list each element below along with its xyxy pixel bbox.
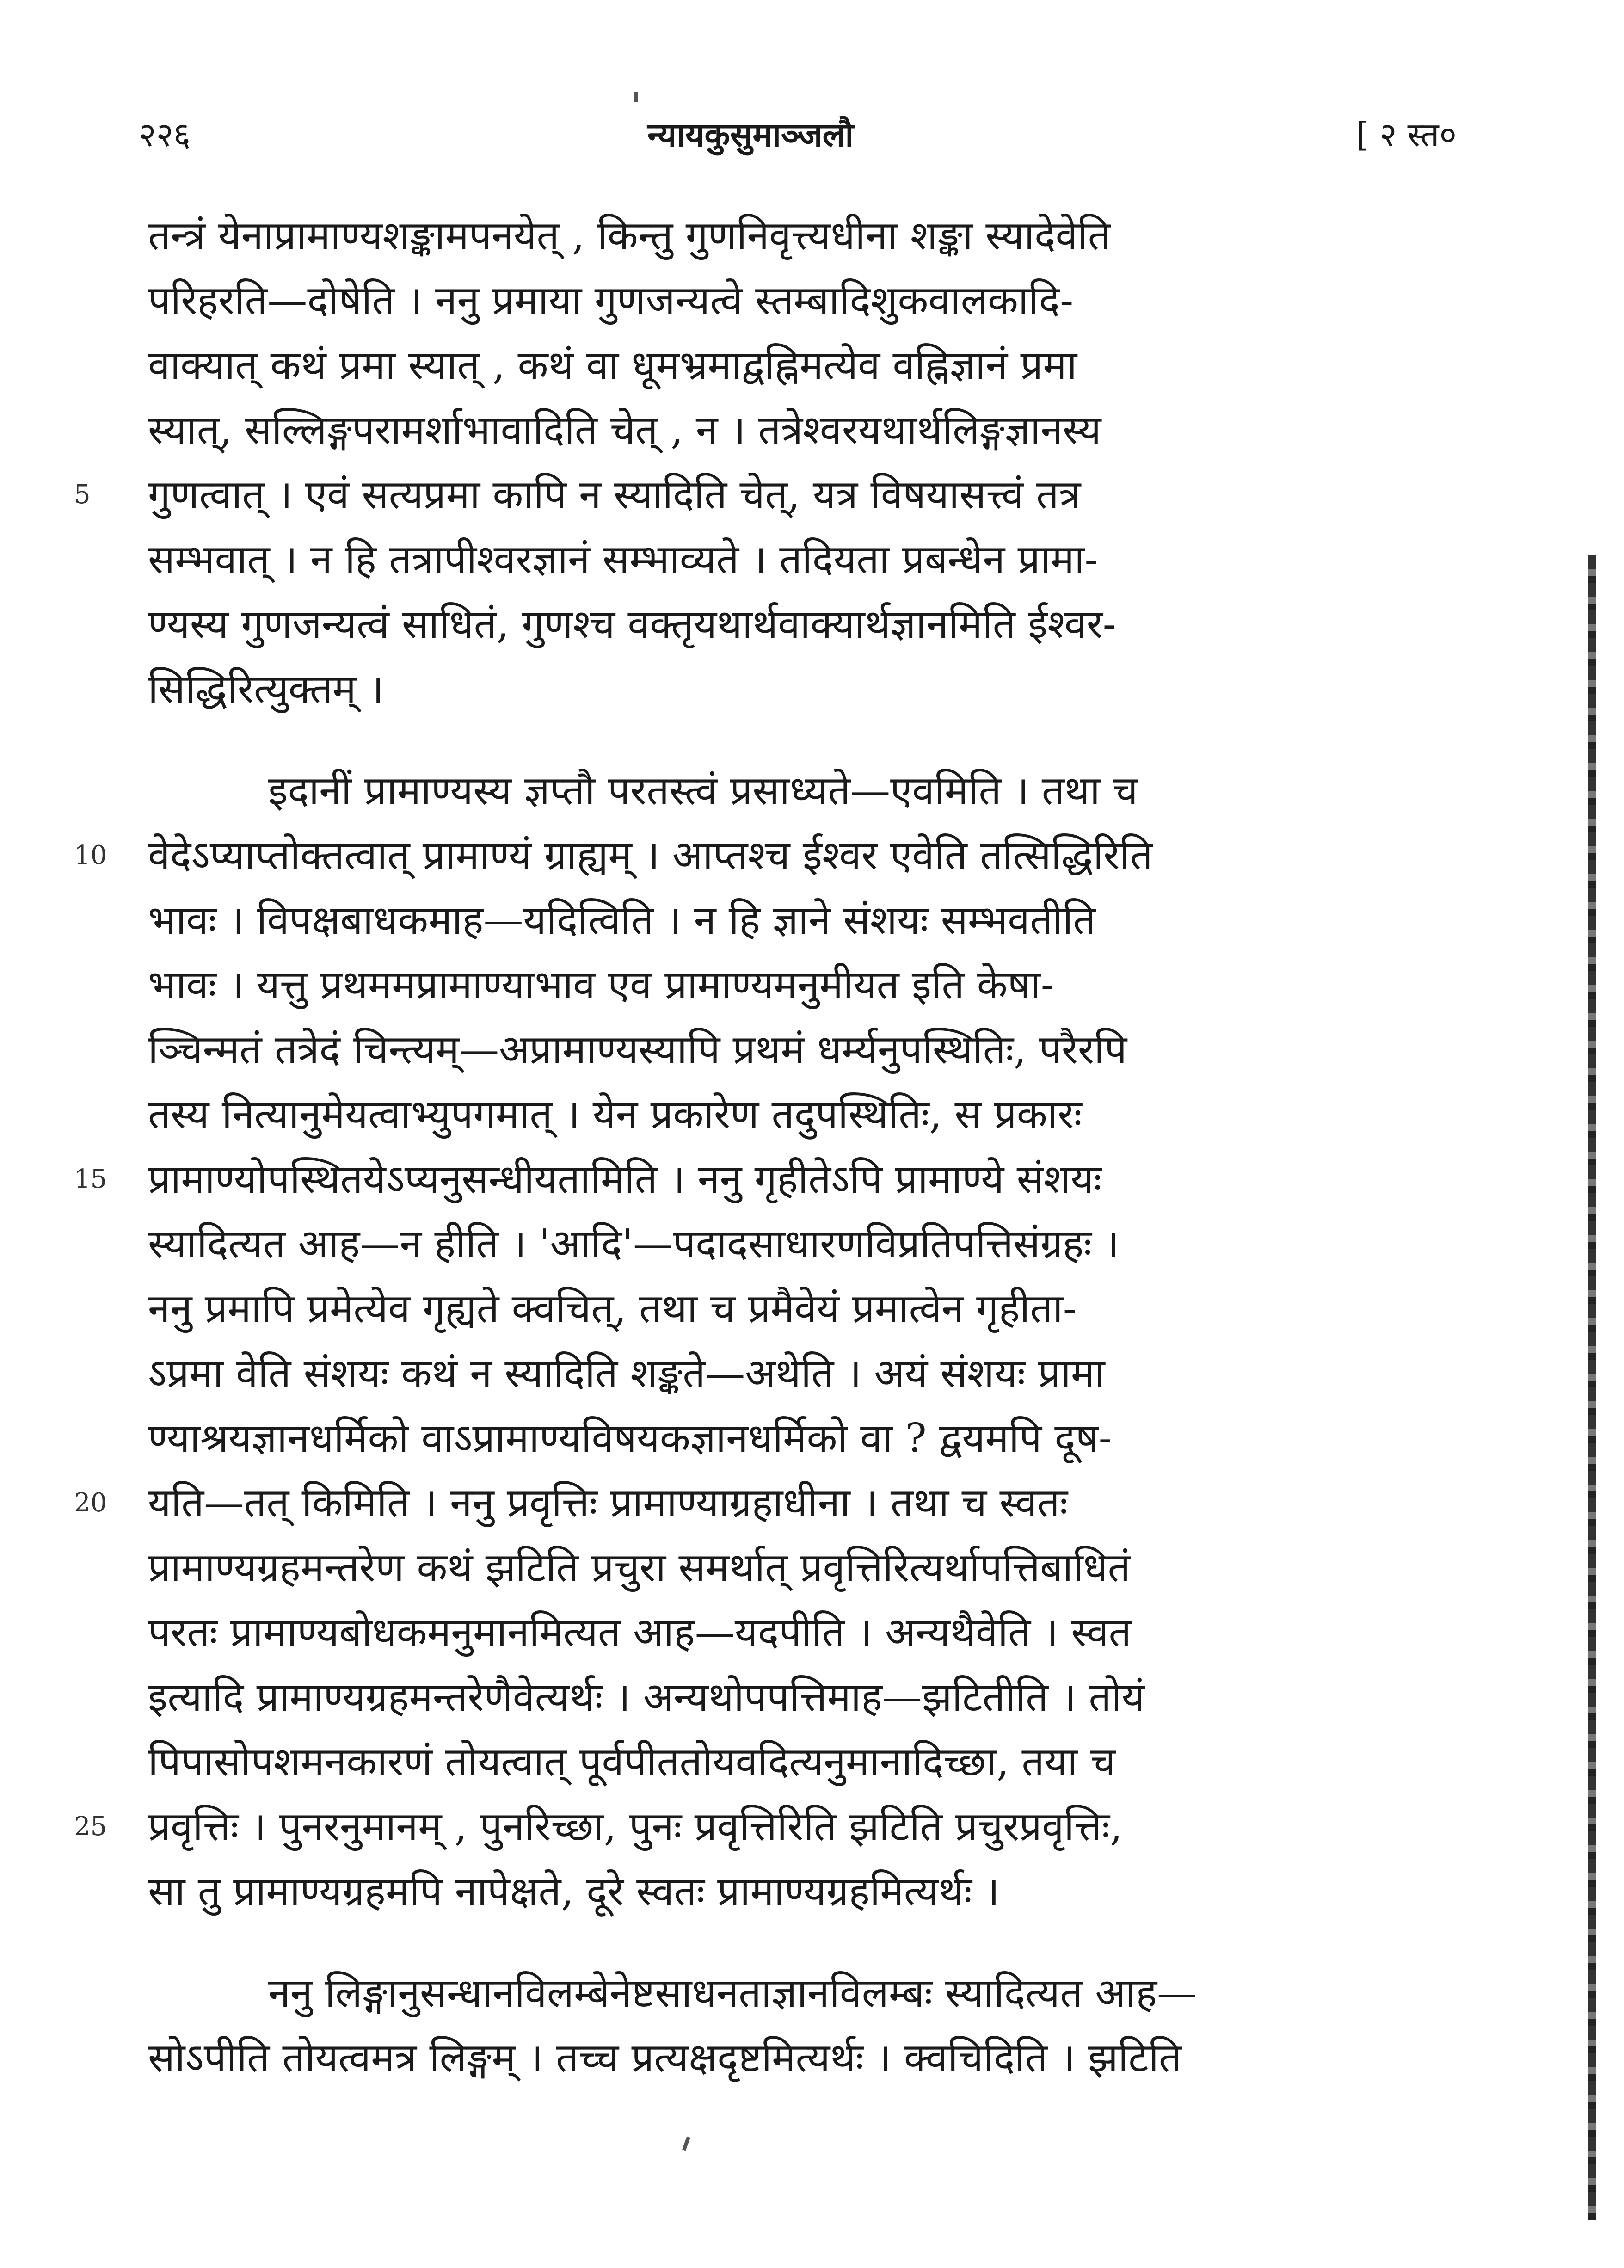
text-line [148, 1276, 1424, 1341]
body-text [74, 203, 1424, 2090]
page-header [139, 111, 1457, 162]
line-text: भावः । विपक्षबाधकमाह—यदित्विति । न हि ज्ञाने संशयः सम्भवतीति [148, 897, 1096, 943]
line-text: तन्त्रं येनाप्रामाण्यशङ्कामपनयेत् , किन्तु गुणनिवृत्त्यधीना शङ्का स्यादेवेति [148, 213, 1111, 259]
text-line [74, 1794, 1424, 1859]
text-line [148, 1341, 1424, 1406]
line-text: परिहरति—दोषेति । ननु प्रमाया गुणजन्यत्वे स्तम्बादिशुकवालकादि- [148, 277, 1074, 324]
text-line [74, 1471, 1424, 1535]
line-text: सा तु प्रामाण्यग्रहमपि नापेक्षते, दूरे स्वतः प्रामाण्यग्रहमित्यर्थः । [148, 1868, 1000, 1915]
line-number: 20 [74, 1488, 107, 1518]
line-number: 10 [74, 840, 107, 870]
line-number: 5 [74, 480, 91, 510]
line-text: ननु लिङ्गानुसन्धानविलम्बेनेष्टसाधनताज्ञानविलम्बः स्यादित्यत आह— [268, 1970, 1197, 2016]
line-text: सिद्धिरित्युक्तम् । [148, 666, 384, 712]
print-mark [634, 92, 638, 102]
text-line [148, 203, 1424, 268]
line-text: पिपासोपशमनकारणं तोयत्वात् पूर्वपीततोयवदित्यनुमानादिच्छा, तया च [148, 1739, 1116, 1785]
text-line [148, 953, 1424, 1017]
line-text: प्रवृत्तिः । पुनरनुमानम् , पुनरिच्छा, पुनः प्रवृत्तिरिति झटिति प्रचुरप्रवृत्तिः, [148, 1804, 1123, 1850]
text-line [148, 1859, 1424, 1924]
text-line [148, 1082, 1424, 1147]
text-line [148, 1535, 1424, 1600]
text-line [148, 268, 1424, 333]
line-text: परतः प्रामाण्यबोधकमनुमानमित्यत आह—यदपीति । अन्यथैवेति । स्वत [148, 1609, 1132, 1656]
text-line [148, 1665, 1424, 1730]
line-text: ऽप्रमा वेति संशयः कथं न स्यादिति शङ्कते—अथेति । अयं संशयः प्रामा [148, 1350, 1105, 1397]
running-title: न्यायकुसुमाञ्जलौ [647, 115, 854, 154]
line-text: गुणत्वात् । एवं सत्यप्रमा कापि न स्यादिति चेत्, यत्र विषयासत्त्वं तत्र [148, 472, 1081, 518]
line-number: 15 [74, 1164, 107, 1194]
text-line [74, 462, 1424, 527]
text-line [148, 657, 1424, 721]
line-text: ण्याश्रयज्ञानधर्मिको वाऽप्रामाण्यविषयकज्ञानधर्मिको वा ? द्वयमपि दूष- [148, 1415, 1112, 1461]
text-line [148, 1406, 1424, 1471]
page-number: २२६ [139, 115, 191, 154]
line-text: सम्भवात् । न हि तत्रापीश्वरज्ञानं सम्भाव्यते । तदियता प्रबन्धेन प्रामा- [148, 536, 1098, 583]
line-text: तस्य नित्यानुमेयत्वाभ्युपगमात् । येन प्रकारेण तदुपस्थितिः, स प्रकारः [148, 1091, 1082, 1138]
text-line [148, 2026, 1424, 2090]
line-number: 25 [74, 1812, 107, 1842]
text-line [148, 1017, 1424, 1082]
line-text: स्यात्, सल्लिङ्गपरामर्शाभावादिति चेत् , न । तत्रेश्वरयथार्थलिङ्गज्ञानस्य [148, 407, 1101, 453]
line-text: इत्यादि प्रामाण्यग्रहमन्तरेणैवेत्यर्थः । अन्यथोपपत्तिमाह—झटितीति । तोयं [148, 1674, 1145, 1720]
print-mark [682, 2137, 690, 2151]
line-text: सोऽपीति तोयत्वमत्र लिङ्गम् । तच्च प्रत्यक्षदृष्टमित्यर्थः । क्वचिदिति । झटिति [148, 2035, 1181, 2081]
text-line [148, 758, 1424, 823]
line-text: ञ्चिन्मतं तत्रेदं चिन्त्यम्—अप्रामाण्यस्यापि प्रथमं धर्म्यनुपस्थितिः, परैरपि [148, 1027, 1127, 1073]
binding-edge [1588, 555, 1596, 2220]
section-marker: [ २ स्त० [1356, 115, 1457, 154]
line-text: भावः । यत्तु प्रथममप्रामाण्याभाव एव प्रामाण्यमनुमीयत इति केषा- [148, 962, 1054, 1008]
line-text: वाक्यात् कथं प्रमा स्यात् , कथं वा धूमभ्रमाद्वह्निमत्येव वह्निज्ञानं प्रमा [148, 342, 1077, 388]
line-text: ननु प्रमापि प्रमेत्येव गृह्यते क्वचित्, तथा च प्रमैवेयं प्रमात्वेन गृहीता- [148, 1286, 1077, 1332]
text-line [148, 1961, 1424, 2026]
text-line [74, 1147, 1424, 1212]
line-text: प्रामाण्योपस्थितयेऽप्यनुसन्धीयतामिति । ननु गृहीतेऽपि प्रामाण्ये संशयः [148, 1156, 1102, 1202]
text-line [148, 592, 1424, 657]
line-text: स्यादित्यत आह—न हीति । 'आदि'—पदादसाधारणविप्रतिपत्तिसंग्रहः । [148, 1221, 1120, 1267]
text-line [148, 398, 1424, 462]
text-line [148, 1600, 1424, 1665]
line-text: प्रामाण्यग्रहमन्तरेण कथं झटिति प्रचुरा समर्थात् प्रवृत्तिरित्यर्थापत्तिबाधितं [148, 1545, 1131, 1591]
text-line [148, 333, 1424, 398]
paragraph-gap [148, 721, 1424, 758]
paragraph-gap [148, 1924, 1424, 1961]
text-line [148, 1212, 1424, 1276]
text-line [148, 888, 1424, 953]
line-text: वेदेऽप्याप्तोक्तत्वात् प्रामाण्यं ग्राह्यम् । आप्तश्च ईश्वर एवेति तत्सिद्धिरिति [148, 832, 1153, 879]
line-text: ण्यस्य गुणजन्यत्वं साधितं, गुणश्च वक्तृयथार्थवाक्यार्थज्ञानमिति ईश्वर- [148, 601, 1116, 647]
text-line [148, 527, 1424, 592]
line-text: इदानीं प्रामाण्यस्य ज्ञप्तौ परतस्त्वं प्रसाध्यते—एवमिति । तथा च [268, 768, 1138, 814]
text-line [74, 823, 1424, 888]
line-text: यति—तत् किमिति । ननु प्रवृत्तिः प्रामाण्याग्रहाधीना । तथा च स्वतः [148, 1480, 1068, 1526]
text-line [148, 1730, 1424, 1794]
